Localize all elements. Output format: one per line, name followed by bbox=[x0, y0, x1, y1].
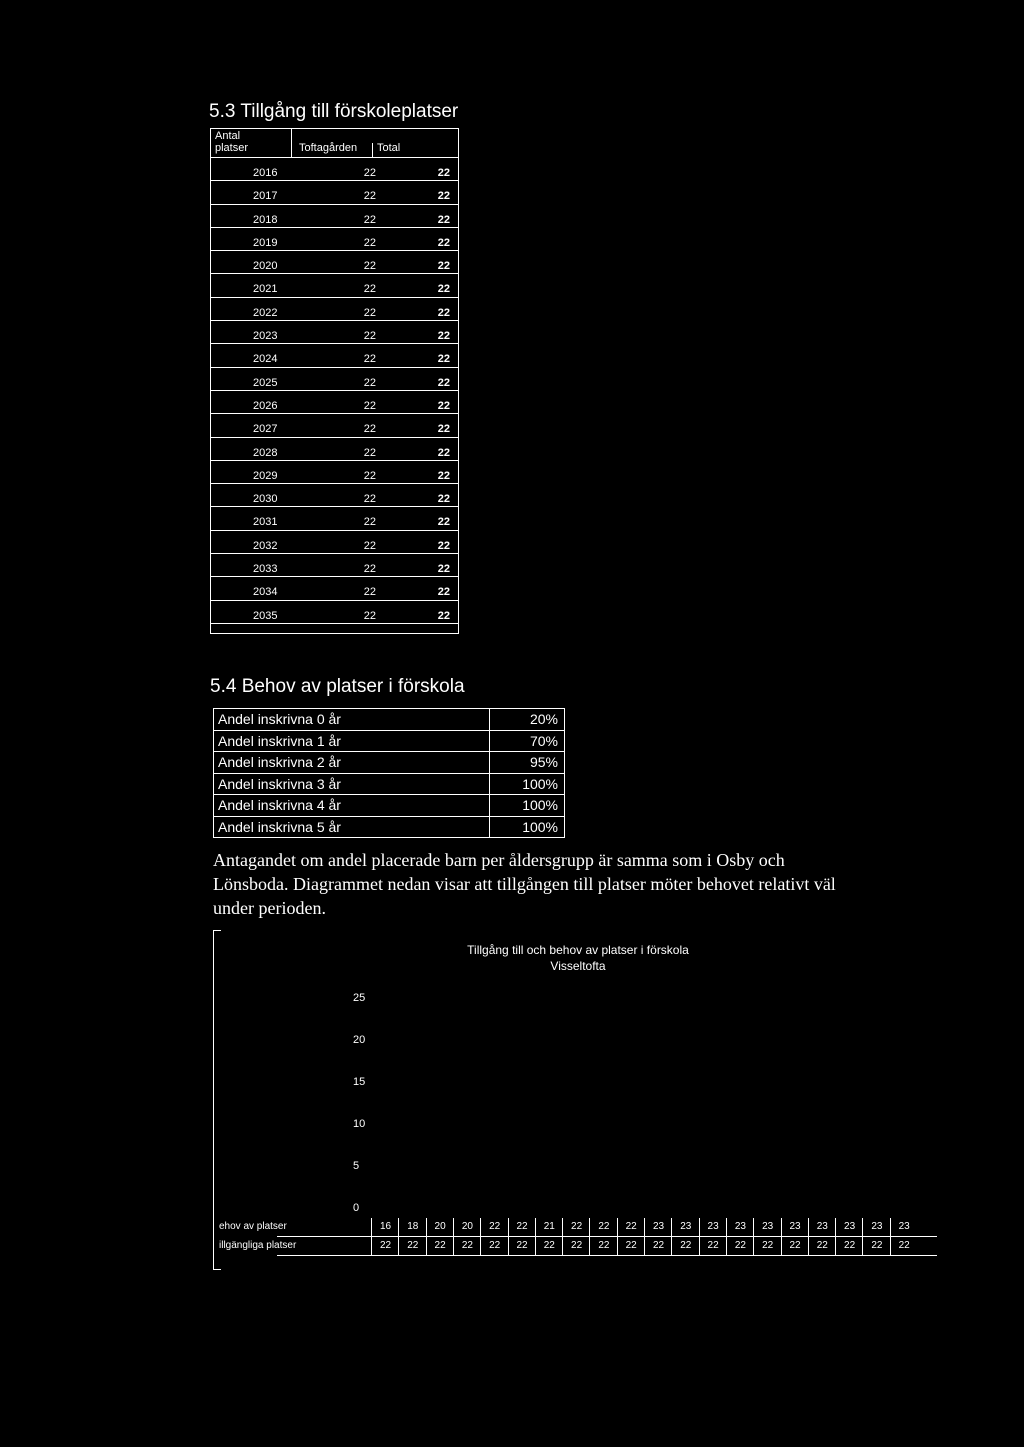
table-row bbox=[214, 752, 564, 774]
total-cell: 22 bbox=[437, 283, 450, 296]
series-label: illgängliga platser bbox=[219, 1240, 297, 1251]
data-cell: 22 bbox=[844, 1240, 856, 1251]
table-row bbox=[211, 251, 458, 274]
toftagarden-cell: 22 bbox=[363, 167, 376, 179]
data-cell: 23 bbox=[871, 1221, 883, 1232]
table-row bbox=[211, 601, 458, 624]
data-cell: 22 bbox=[598, 1240, 610, 1251]
year-cell: 2023 bbox=[253, 330, 278, 343]
table-forskoleplatser bbox=[210, 128, 459, 634]
data-cell: 22 bbox=[489, 1240, 501, 1251]
year-cell: 2018 bbox=[253, 213, 278, 226]
row-label: Andel inskrivna 3 år bbox=[218, 775, 341, 792]
toftagarden-cell: 22 bbox=[363, 446, 376, 459]
total-cell: 22 bbox=[437, 330, 450, 343]
data-cell: 22 bbox=[571, 1221, 583, 1232]
data-cell: 21 bbox=[543, 1221, 555, 1232]
table-row bbox=[211, 507, 458, 530]
toftagarden-cell: 22 bbox=[363, 493, 376, 506]
data-cell: 22 bbox=[898, 1240, 910, 1251]
data-cell: 23 bbox=[707, 1221, 719, 1232]
toftagarden-cell: 22 bbox=[363, 236, 376, 249]
data-cell: 23 bbox=[734, 1221, 746, 1232]
table-row bbox=[211, 344, 458, 367]
table-andel-inskrivna bbox=[213, 708, 565, 838]
data-cell: 22 bbox=[707, 1240, 719, 1251]
year-cell: 2032 bbox=[253, 539, 278, 552]
data-cell: 22 bbox=[571, 1240, 583, 1251]
table-row bbox=[211, 298, 458, 321]
table-row bbox=[211, 321, 458, 344]
total-cell: 22 bbox=[437, 563, 450, 576]
series-row bbox=[219, 1218, 937, 1237]
row-value: 100% bbox=[522, 775, 558, 792]
total-cell: 22 bbox=[437, 236, 450, 249]
data-cell: 22 bbox=[652, 1240, 665, 1251]
data-cell: 23 bbox=[652, 1221, 665, 1232]
row-value: 100% bbox=[522, 818, 558, 835]
toftagarden-cell: 22 bbox=[363, 586, 376, 599]
toftagarden-cell: 22 bbox=[363, 376, 376, 389]
total-cell: 22 bbox=[437, 469, 450, 482]
toftagarden-cell: 22 bbox=[363, 563, 376, 576]
table-row bbox=[211, 461, 458, 484]
data-cell: 22 bbox=[625, 1240, 637, 1251]
total-cell: 22 bbox=[437, 516, 450, 529]
data-cell: 22 bbox=[379, 1240, 392, 1251]
table-row bbox=[214, 774, 564, 796]
total-cell: 22 bbox=[437, 399, 450, 412]
total-cell: 22 bbox=[437, 190, 450, 203]
toftagarden-cell: 22 bbox=[363, 330, 376, 343]
row-value: 100% bbox=[522, 797, 558, 813]
toftagarden-cell: 22 bbox=[363, 609, 376, 622]
total-cell: 22 bbox=[437, 609, 450, 622]
data-cell: 23 bbox=[789, 1221, 801, 1232]
year-cell: 2035 bbox=[253, 609, 278, 622]
table-row bbox=[211, 228, 458, 251]
table-row bbox=[211, 414, 458, 437]
chart-title: Tillgång till och behov av platser i förskola Visseltofta bbox=[467, 943, 689, 973]
toftagarden-cell: 22 bbox=[363, 283, 376, 296]
toftagarden-cell: 22 bbox=[363, 516, 376, 529]
data-cell: 22 bbox=[543, 1240, 555, 1251]
total-cell: 22 bbox=[437, 213, 450, 226]
total-cell: 22 bbox=[437, 260, 450, 273]
row-label: Andel inskrivna 1 år bbox=[218, 732, 341, 749]
toftagarden-cell: 22 bbox=[363, 423, 376, 436]
year-cell: 2030 bbox=[253, 493, 278, 506]
year-cell: 2027 bbox=[253, 423, 278, 436]
data-cell: 23 bbox=[762, 1221, 774, 1232]
data-cell: 20 bbox=[461, 1221, 473, 1232]
data-cell: 22 bbox=[816, 1240, 828, 1251]
year-cell: 2033 bbox=[253, 563, 278, 576]
header-toftagarden: Toftagården bbox=[299, 142, 358, 154]
total-cell: 22 bbox=[437, 539, 450, 552]
table-row bbox=[211, 554, 458, 577]
data-cell: 22 bbox=[516, 1240, 528, 1251]
row-value: 95% bbox=[529, 754, 558, 770]
toftagarden-cell: 22 bbox=[363, 539, 376, 552]
row-label: Andel inskrivna 0 år bbox=[218, 711, 341, 727]
data-cell: 22 bbox=[762, 1240, 774, 1251]
series-row bbox=[219, 1237, 937, 1256]
data-cell: 22 bbox=[734, 1240, 746, 1251]
year-cell: 2026 bbox=[253, 399, 278, 412]
year-cell: 2024 bbox=[253, 353, 278, 366]
table-header bbox=[211, 129, 458, 158]
table-row bbox=[214, 817, 564, 838]
year-cell: 2017 bbox=[253, 190, 278, 203]
data-cell: 20 bbox=[434, 1221, 446, 1232]
year-cell: 2019 bbox=[253, 236, 278, 249]
table-row bbox=[211, 484, 458, 507]
table-row bbox=[211, 181, 458, 204]
toftagarden-cell: 22 bbox=[363, 260, 376, 273]
header-total: Total bbox=[377, 142, 401, 154]
data-cell: 22 bbox=[625, 1221, 637, 1232]
chart-tillgang-behov bbox=[213, 930, 939, 1270]
table-row bbox=[214, 709, 564, 731]
data-cell: 23 bbox=[680, 1221, 692, 1232]
row-label: Andel inskrivna 5 år bbox=[218, 818, 341, 835]
y-tick-label: 20 bbox=[353, 1034, 366, 1046]
table-row bbox=[211, 577, 458, 600]
year-cell: 2034 bbox=[253, 586, 278, 599]
table-row bbox=[211, 205, 458, 228]
year-cell: 2028 bbox=[253, 446, 278, 459]
y-tick-label: 25 bbox=[353, 992, 366, 1004]
total-cell: 22 bbox=[437, 493, 450, 506]
total-cell: 22 bbox=[437, 353, 450, 366]
data-cell: 23 bbox=[816, 1221, 828, 1232]
data-cell: 22 bbox=[789, 1240, 801, 1251]
table-row bbox=[211, 158, 458, 181]
year-cell: 2031 bbox=[253, 516, 278, 529]
toftagarden-cell: 22 bbox=[363, 469, 376, 482]
total-cell: 22 bbox=[437, 376, 450, 389]
year-cell: 2025 bbox=[253, 376, 278, 389]
series-label: ehov av platser bbox=[219, 1221, 287, 1232]
year-cell: 2022 bbox=[253, 306, 278, 319]
data-cell: 16 bbox=[379, 1221, 392, 1232]
total-cell: 22 bbox=[437, 586, 450, 599]
data-cell: 22 bbox=[680, 1240, 692, 1251]
data-cell: 22 bbox=[871, 1240, 883, 1251]
year-cell: 2016 bbox=[253, 167, 278, 179]
row-label: Andel inskrivna 2 år bbox=[218, 754, 341, 770]
table-row bbox=[211, 438, 458, 461]
data-cell: 23 bbox=[844, 1221, 856, 1232]
toftagarden-cell: 22 bbox=[363, 399, 376, 412]
table-row bbox=[211, 274, 458, 297]
body-paragraph: Antagandet om andel placerade barn per åldersgrupp är samma som i Osby och Lönsboda. Diagrammet nedan visar att tillgången till platser möter behovet relativt väl under perioden. bbox=[213, 850, 836, 918]
table-row bbox=[211, 531, 458, 554]
data-cell: 22 bbox=[407, 1240, 419, 1251]
table-row bbox=[211, 368, 458, 391]
total-cell: 22 bbox=[437, 167, 450, 179]
row-value: 70% bbox=[529, 732, 558, 749]
year-cell: 2020 bbox=[253, 260, 278, 273]
chart-data-table bbox=[219, 1218, 937, 1256]
y-tick-label: 5 bbox=[353, 1160, 360, 1172]
total-cell: 22 bbox=[437, 423, 450, 436]
toftagarden-cell: 22 bbox=[363, 353, 376, 366]
toftagarden-cell: 22 bbox=[363, 213, 376, 226]
row-value: 20% bbox=[529, 711, 558, 727]
data-cell: 22 bbox=[489, 1221, 501, 1232]
section-54-heading: 5.4 Behov av platser i förskola bbox=[210, 676, 465, 697]
data-cell: 18 bbox=[407, 1221, 419, 1232]
data-cell: 23 bbox=[898, 1221, 910, 1232]
data-cell: 22 bbox=[434, 1240, 446, 1251]
data-cell: 22 bbox=[516, 1221, 528, 1232]
y-tick-label: 0 bbox=[353, 1202, 360, 1214]
total-cell: 22 bbox=[437, 306, 450, 319]
y-tick-label: 10 bbox=[353, 1118, 366, 1130]
row-label: Andel inskrivna 4 år bbox=[218, 797, 341, 813]
y-tick-label: 15 bbox=[353, 1076, 366, 1088]
toftagarden-cell: 22 bbox=[363, 306, 376, 319]
year-cell: 2021 bbox=[253, 283, 278, 296]
table-row bbox=[214, 795, 564, 817]
total-cell: 22 bbox=[437, 446, 450, 459]
year-cell: 2029 bbox=[253, 469, 278, 482]
header-antal-platser: Antal platser bbox=[215, 130, 249, 154]
toftagarden-cell: 22 bbox=[363, 190, 376, 203]
table-body bbox=[211, 158, 458, 624]
table-row bbox=[214, 731, 564, 753]
section-53-heading: 5.3 Tillgång till förskoleplatser bbox=[209, 101, 459, 122]
data-cell: 22 bbox=[598, 1221, 610, 1232]
data-cell: 22 bbox=[461, 1240, 473, 1251]
table-row bbox=[211, 391, 458, 414]
